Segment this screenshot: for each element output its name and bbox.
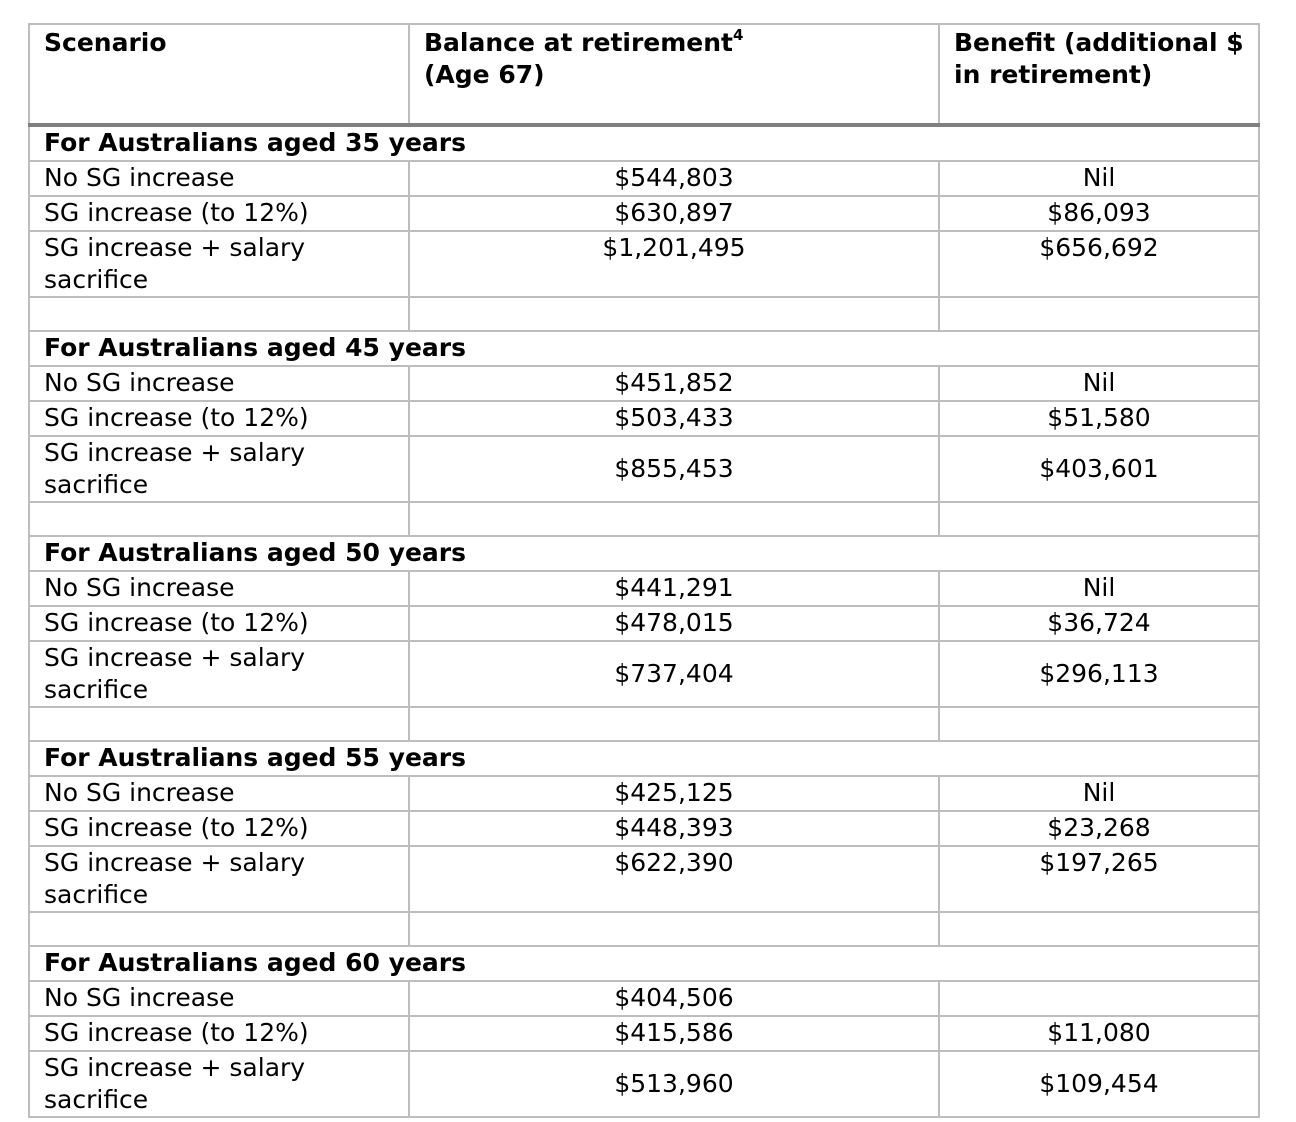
- cell-benefit: $656,692: [939, 231, 1259, 297]
- cell-benefit: Nil: [939, 366, 1259, 401]
- cell-balance: $630,897: [409, 196, 939, 231]
- age-group-row: [29, 331, 1259, 366]
- cell-balance: $544,803: [409, 161, 939, 196]
- retirement-scenario-table: [28, 23, 1260, 1118]
- age-group-title: For Australians aged 45 years: [29, 331, 1259, 366]
- empty-cell: [29, 502, 409, 536]
- header-benefit: Benefit (additional $ in retirement): [939, 24, 1259, 125]
- cell-scenario: SG increase (to 12%): [29, 606, 409, 641]
- cell-benefit: $11,080: [939, 1016, 1259, 1051]
- empty-cell: [939, 707, 1259, 741]
- cell-benefit: Nil: [939, 776, 1259, 811]
- cell-balance: $622,390: [409, 846, 939, 912]
- cell-scenario: SG increase (to 12%): [29, 811, 409, 846]
- cell-balance: $503,433: [409, 401, 939, 436]
- age-group-row: [29, 741, 1259, 776]
- empty-cell: [939, 297, 1259, 331]
- cell-benefit: $86,093: [939, 196, 1259, 231]
- table-row: [29, 811, 1259, 846]
- table-row: [29, 436, 1259, 502]
- table-row: [29, 1051, 1259, 1117]
- cell-benefit: $36,724: [939, 606, 1259, 641]
- table-row: [29, 366, 1259, 401]
- cell-balance: $448,393: [409, 811, 939, 846]
- empty-cell: [939, 912, 1259, 946]
- age-group-row: [29, 125, 1259, 161]
- cell-benefit: Nil: [939, 571, 1259, 606]
- table-row: [29, 606, 1259, 641]
- cell-balance: $441,291: [409, 571, 939, 606]
- empty-cell: [29, 707, 409, 741]
- header-balance-age: (Age 67): [424, 60, 545, 89]
- age-group-title: For Australians aged 50 years: [29, 536, 1259, 571]
- cell-balance: $425,125: [409, 776, 939, 811]
- empty-cell: [409, 502, 939, 536]
- spacer-row: [29, 297, 1259, 331]
- empty-cell: [409, 297, 939, 331]
- cell-benefit: $109,454: [939, 1051, 1259, 1117]
- cell-balance: $1,201,495: [409, 231, 939, 297]
- age-group-row: [29, 536, 1259, 571]
- empty-cell: [409, 912, 939, 946]
- cell-benefit: $197,265: [939, 846, 1259, 912]
- cell-scenario: SG increase (to 12%): [29, 196, 409, 231]
- cell-scenario: No SG increase: [29, 776, 409, 811]
- cell-balance: $451,852: [409, 366, 939, 401]
- cell-scenario: No SG increase: [29, 366, 409, 401]
- header-scenario: Scenario: [29, 24, 409, 125]
- cell-balance: $404,506: [409, 981, 939, 1016]
- cell-benefit: $403,601: [939, 436, 1259, 502]
- table-row: [29, 981, 1259, 1016]
- age-group-row: [29, 946, 1259, 981]
- cell-balance: $737,404: [409, 641, 939, 707]
- cell-scenario: No SG increase: [29, 571, 409, 606]
- cell-scenario: SG increase + salary sacrifice: [29, 231, 409, 297]
- header-balance-label: Balance at retirement: [424, 28, 734, 57]
- table-row: [29, 196, 1259, 231]
- cell-benefit: $51,580: [939, 401, 1259, 436]
- cell-scenario: SG increase + salary sacrifice: [29, 436, 409, 502]
- cell-scenario: No SG increase: [29, 981, 409, 1016]
- table-row: [29, 641, 1259, 707]
- cell-scenario: SG increase + salary sacrifice: [29, 1051, 409, 1117]
- table-row: [29, 401, 1259, 436]
- cell-balance: $855,453: [409, 436, 939, 502]
- cell-balance: $415,586: [409, 1016, 939, 1051]
- cell-scenario: SG increase (to 12%): [29, 401, 409, 436]
- cell-scenario: No SG increase: [29, 161, 409, 196]
- table-row: [29, 161, 1259, 196]
- empty-cell: [29, 912, 409, 946]
- empty-cell: [939, 502, 1259, 536]
- cell-balance: $513,960: [409, 1051, 939, 1117]
- table-row: [29, 776, 1259, 811]
- cell-scenario: SG increase + salary sacrifice: [29, 846, 409, 912]
- cell-benefit: [939, 981, 1259, 1016]
- cell-scenario: SG increase + salary sacrifice: [29, 641, 409, 707]
- spacer-row: [29, 707, 1259, 741]
- table-row: [29, 1016, 1259, 1051]
- age-group-title: For Australians aged 60 years: [29, 946, 1259, 981]
- header-balance: [409, 24, 939, 125]
- footnote-marker: 4: [733, 25, 744, 44]
- table-row: [29, 846, 1259, 912]
- empty-cell: [29, 297, 409, 331]
- cell-balance: $478,015: [409, 606, 939, 641]
- cell-benefit: $296,113: [939, 641, 1259, 707]
- age-group-title: For Australians aged 55 years: [29, 741, 1259, 776]
- table-row: [29, 571, 1259, 606]
- cell-benefit: Nil: [939, 161, 1259, 196]
- spacer-row: [29, 502, 1259, 536]
- empty-cell: [409, 707, 939, 741]
- cell-scenario: SG increase (to 12%): [29, 1016, 409, 1051]
- spacer-row: [29, 912, 1259, 946]
- table-row: [29, 231, 1259, 297]
- age-group-title: For Australians aged 35 years: [29, 125, 1259, 161]
- header-row: [29, 24, 1259, 125]
- cell-benefit: $23,268: [939, 811, 1259, 846]
